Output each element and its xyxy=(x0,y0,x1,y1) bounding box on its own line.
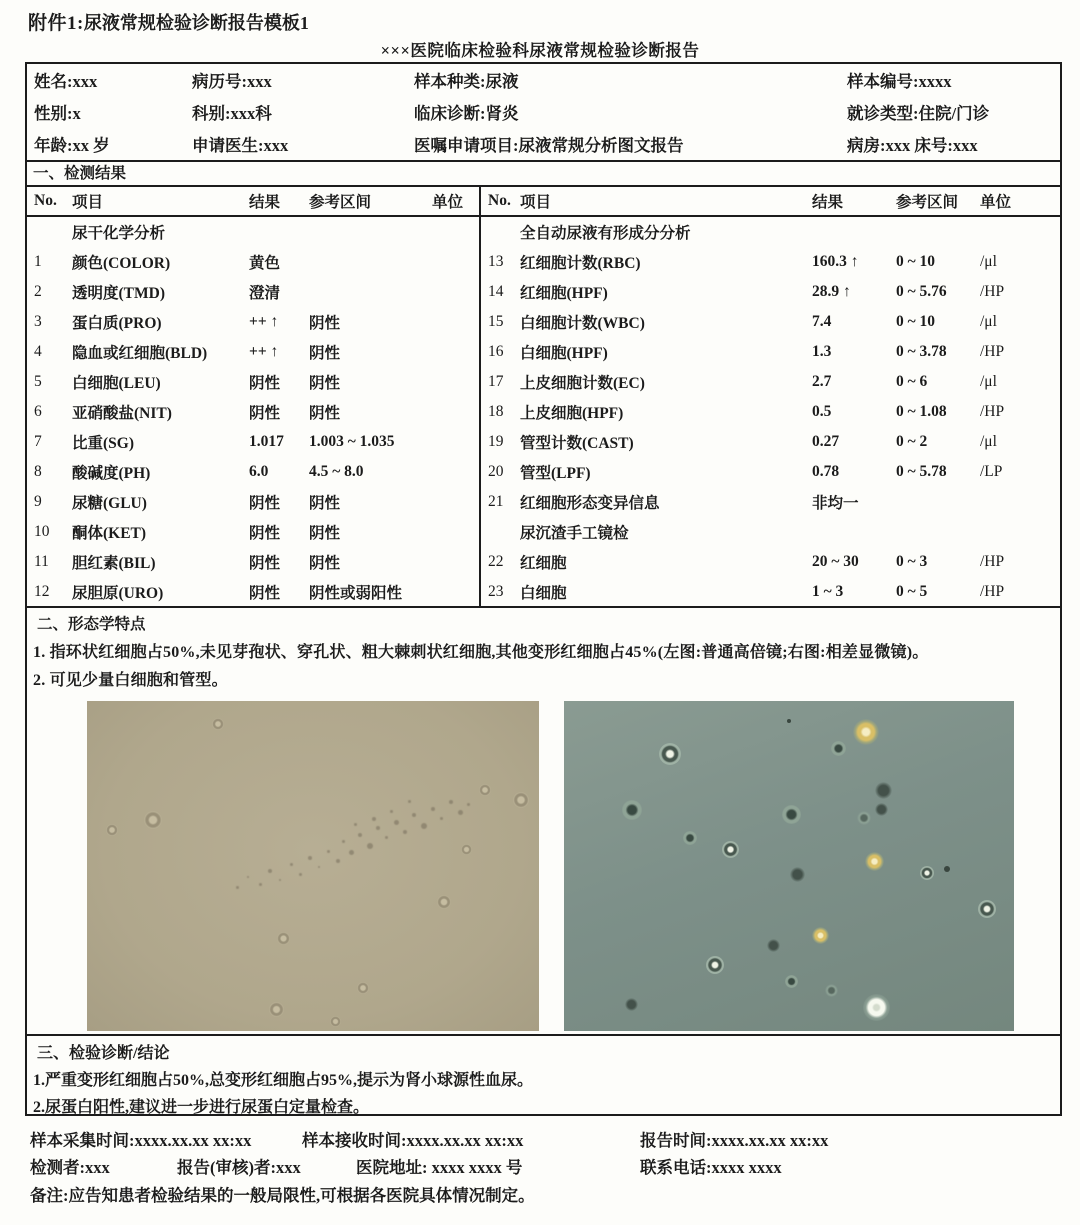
table-row xyxy=(27,577,479,607)
debris-speck xyxy=(236,886,239,889)
table-row xyxy=(27,247,479,277)
debris-speck xyxy=(394,820,399,825)
debris-speck xyxy=(431,807,435,811)
cell-marker-halo-dark xyxy=(782,805,801,824)
row-unit: /HP xyxy=(980,283,1005,300)
patient-field-r1c2: 病历号:xxx xyxy=(192,72,272,91)
table-group-row xyxy=(27,217,479,247)
row-reference: 阴性 xyxy=(309,555,341,572)
patient-field-r2c4: 就诊类型:住院/门诊 xyxy=(847,104,990,123)
row-number: 14 xyxy=(488,283,504,300)
row-number: 20 xyxy=(488,463,504,480)
row-result: 2.7 xyxy=(812,373,832,390)
column-header-3: 参考区间 xyxy=(896,194,959,211)
table-row xyxy=(481,367,1060,397)
debris-speck xyxy=(376,826,380,830)
row-number: 21 xyxy=(488,493,504,510)
row-number: 17 xyxy=(488,373,504,390)
row-number: 11 xyxy=(34,553,49,570)
row-result: 20 ~ 30 xyxy=(812,553,859,570)
row-item: 酮体(KET) xyxy=(72,525,147,542)
footer-note-line xyxy=(0,1182,1080,1204)
column-header-2: 结果 xyxy=(249,194,281,211)
row-item: 蛋白质(PRO) xyxy=(72,315,162,332)
attachment-label: 附件1: xyxy=(28,13,84,34)
cell-marker-yellow xyxy=(865,852,884,871)
row-result: 28.9 ↑ xyxy=(812,283,851,300)
row-reference: 0 ~ 1.08 xyxy=(896,403,947,420)
row-result: 0.27 xyxy=(812,433,840,450)
table-row xyxy=(27,487,479,517)
debris-speck xyxy=(279,879,281,881)
column-header-0: No. xyxy=(34,192,57,209)
table-row xyxy=(27,277,479,307)
row-number: 10 xyxy=(34,523,50,540)
row-number: 9 xyxy=(34,493,42,510)
row-item: 尿沉渣手工镜检 xyxy=(520,525,629,542)
row-reference: 阴性 xyxy=(309,375,341,392)
table-row xyxy=(481,247,1060,277)
row-number: 4 xyxy=(34,343,42,360)
debris-speck xyxy=(259,883,262,886)
row-result: 阴性 xyxy=(249,555,281,572)
debris-speck xyxy=(318,866,320,868)
cell-marker-faint xyxy=(357,982,369,994)
row-number: 3 xyxy=(34,313,42,330)
table-row xyxy=(27,307,479,337)
row-item: 尿糖(GLU) xyxy=(72,495,147,512)
column-header-0: No. xyxy=(488,192,511,209)
footer-field-0: 检测者:xxx xyxy=(30,1158,110,1177)
row-number: 6 xyxy=(34,403,42,420)
row-number: 8 xyxy=(34,463,42,480)
section-heading-morphology: 二、形态学特点 xyxy=(37,616,146,633)
cell-marker-dark xyxy=(790,867,805,882)
column-header-1: 项目 xyxy=(520,194,552,211)
row-result: 阴性 xyxy=(249,585,281,602)
cell-marker-dark xyxy=(875,782,892,799)
patient-info-table xyxy=(27,64,1060,162)
debris-speck xyxy=(327,850,330,853)
table-row xyxy=(481,577,1060,607)
morphology-line-1: 1. 指环状红细胞占50%,未见芽孢状、穿孔状、粗大棘刺状红细胞,其他变形红细胞占45%(左图:普通高倍镜;右图:相差显微镜)。 xyxy=(33,644,929,661)
row-item: 白细胞(LEU) xyxy=(72,375,161,392)
row-reference: 0 ~ 3 xyxy=(896,553,928,570)
row-reference: 阴性 xyxy=(309,405,341,422)
conclusion-line-2: 2.尿蛋白阳性,建议进一步进行尿蛋白定量检查。 xyxy=(33,1099,370,1116)
cell-marker-dot xyxy=(944,866,950,872)
section-morphology xyxy=(27,606,1060,1034)
debris-speck xyxy=(372,817,376,821)
row-reference: 4.5 ~ 8.0 xyxy=(309,463,364,480)
table-row xyxy=(27,517,479,547)
section-heading-conclusion: 三、检验诊断/结论 xyxy=(37,1045,170,1062)
row-number: 16 xyxy=(488,343,504,360)
patient-field-r3c2: 申请医生:xxx xyxy=(192,136,289,155)
row-result: 160.3 ↑ xyxy=(812,253,859,270)
cell-marker-dark xyxy=(875,803,888,816)
debris-speck xyxy=(403,830,407,834)
cell-marker-halo-dark xyxy=(831,741,846,756)
row-unit: /HP xyxy=(980,403,1005,420)
results-header-row xyxy=(27,187,479,217)
debris-speck xyxy=(268,869,272,873)
table-row xyxy=(481,307,1060,337)
row-item: 亚硝酸盐(NIT) xyxy=(72,405,172,422)
row-item: 白细胞(HPF) xyxy=(520,345,608,362)
row-item: 上皮细胞(HPF) xyxy=(520,405,624,422)
table-row xyxy=(481,337,1060,367)
table-row xyxy=(481,487,1060,517)
cell-marker-faint xyxy=(479,784,491,796)
cell-marker-dot xyxy=(787,719,791,723)
debris-speck xyxy=(342,840,345,843)
debris-speck xyxy=(440,817,443,820)
patient-field-r2c2: 科别:xxx科 xyxy=(192,104,272,123)
cell-marker-dark xyxy=(625,998,638,1011)
debris-speck xyxy=(385,836,388,839)
table-row xyxy=(27,547,479,577)
row-result: 6.0 xyxy=(249,463,269,480)
patient-field-r1c3: 样本种类:尿液 xyxy=(414,72,519,91)
patient-field-r3c3: 医嘱申请项目:尿液常规分析图文报告 xyxy=(414,136,684,155)
row-unit: /μl xyxy=(980,313,997,330)
row-unit: /μl xyxy=(980,433,997,450)
cell-marker-faint xyxy=(277,932,290,945)
patient-field-r2c1: 性别:x xyxy=(34,104,81,123)
row-number: 5 xyxy=(34,373,42,390)
cell-marker-faint xyxy=(330,1016,341,1027)
cell-marker-halo-bright xyxy=(722,841,739,858)
row-number: 7 xyxy=(34,433,42,450)
column-header-1: 项目 xyxy=(72,194,104,211)
row-reference: 0 ~ 3.78 xyxy=(896,343,947,360)
cell-marker-halo-bright xyxy=(920,866,934,880)
microscopy-image-phase-contrast xyxy=(564,701,1014,1031)
cell-marker-yellow xyxy=(853,719,879,745)
debris-speck xyxy=(367,843,373,849)
cell-marker-dim xyxy=(857,811,871,825)
row-result: ++ ↑ xyxy=(249,313,279,330)
debris-speck xyxy=(390,810,393,813)
debris-speck xyxy=(354,823,357,826)
row-item: 白细胞 xyxy=(520,585,567,602)
debris-speck xyxy=(467,803,470,806)
cell-marker-halo-bright xyxy=(706,956,724,974)
row-number: 12 xyxy=(34,583,50,600)
row-unit: /μl xyxy=(980,373,997,390)
row-item: 管型计数(CAST) xyxy=(520,435,634,452)
row-reference: 0 ~ 2 xyxy=(896,433,928,450)
row-item: 颜色(COLOR) xyxy=(72,255,171,272)
cell-marker-faint xyxy=(513,792,529,808)
row-result: 1.017 xyxy=(249,433,284,450)
row-item: 酸碱度(PH) xyxy=(72,465,151,482)
patient-field-r3c4: 病房:xxx 床号:xxx xyxy=(847,136,978,155)
footer-field-2: 报告时间:xxxx.xx.xx xx:xx xyxy=(640,1131,829,1150)
row-result: 阴性 xyxy=(249,525,281,542)
row-item: 隐血或红细胞(BLD) xyxy=(72,345,208,362)
cell-marker-dark xyxy=(767,939,780,952)
debris-speck xyxy=(458,810,463,815)
row-result: 阴性 xyxy=(249,495,281,512)
debris-speck xyxy=(408,800,411,803)
row-result: 1.3 xyxy=(812,343,832,360)
row-result: 澄清 xyxy=(249,285,281,302)
cell-marker-faint xyxy=(437,895,451,909)
results-header-row xyxy=(481,187,1060,217)
row-item: 透明度(TMD) xyxy=(72,285,165,302)
table-row xyxy=(481,457,1060,487)
debris-speck xyxy=(290,863,293,866)
table-row xyxy=(27,427,479,457)
attachment-title: 尿液常规检验诊断报告模板1 xyxy=(83,13,309,33)
debris-speck xyxy=(421,823,427,829)
cell-marker-halo-dark xyxy=(622,800,642,820)
column-header-4: 单位 xyxy=(980,194,1012,211)
cell-marker-faint xyxy=(106,824,118,836)
row-reference: 0 ~ 5.78 xyxy=(896,463,947,480)
microscopy-image-brightfield xyxy=(87,701,539,1031)
row-result: 非均一 xyxy=(812,495,859,512)
row-item: 上皮细胞计数(EC) xyxy=(520,375,645,392)
footer-field-1: 样本接收时间:xxxx.xx.xx xx:xx xyxy=(302,1131,524,1150)
row-unit: /HP xyxy=(980,343,1005,360)
table-row xyxy=(27,367,479,397)
row-result: 0.5 xyxy=(812,403,832,420)
row-result: 0.78 xyxy=(812,463,840,480)
cell-marker-faint xyxy=(212,718,224,730)
debris-speck xyxy=(336,859,340,863)
row-item: 红细胞 xyxy=(520,555,567,572)
attachment-heading xyxy=(28,8,309,35)
footer-field-0: 样本采集时间:xxxx.xx.xx xx:xx xyxy=(30,1131,252,1150)
row-number: 15 xyxy=(488,313,504,330)
section-heading-results: 一、检测结果 xyxy=(33,165,127,182)
row-number: 18 xyxy=(488,403,504,420)
footer-field-2: 医院地址: xxxx xxxx 号 xyxy=(356,1158,523,1177)
debris-speck xyxy=(299,873,302,876)
debris-speck xyxy=(412,813,416,817)
row-item: 胆红素(BIL) xyxy=(72,555,156,572)
row-unit: /HP xyxy=(980,583,1005,600)
results-table-left xyxy=(27,187,481,606)
row-item: 红细胞形态变异信息 xyxy=(520,495,660,512)
cell-marker-halo-dark xyxy=(785,975,798,988)
report-title: ×××医院临床检验科尿液常规检验诊断报告 xyxy=(380,41,700,60)
row-number: 19 xyxy=(488,433,504,450)
footer-field-1: 报告(审核)者:xxx xyxy=(177,1158,301,1177)
row-result: 阴性 xyxy=(249,375,281,392)
row-reference: 阴性 xyxy=(309,345,341,362)
footer-field-0: 备注:应告知患者检验结果的一般局限性,可根据各医院具体情况制定。 xyxy=(30,1186,535,1205)
patient-field-r3c1: 年龄:xx 岁 xyxy=(34,136,110,155)
footer-field-3: 联系电话:xxxx xxxx xyxy=(640,1158,782,1177)
row-reference: 0 ~ 10 xyxy=(896,253,936,270)
row-unit: /HP xyxy=(980,553,1005,570)
row-result: 黄色 xyxy=(249,255,281,272)
morphology-line-2: 2. 可见少量白细胞和管型。 xyxy=(33,672,228,689)
row-item: 白细胞计数(WBC) xyxy=(520,315,645,332)
conclusion-line-1: 1.严重变形红细胞占50%,总变形红细胞占95%,提示为肾小球源性血尿。 xyxy=(33,1072,534,1089)
row-result: 阴性 xyxy=(249,405,281,422)
column-header-2: 结果 xyxy=(812,194,844,211)
row-item: 尿胆原(URO) xyxy=(72,585,164,602)
footer-staff-line xyxy=(0,1154,1080,1176)
cell-marker-yellow xyxy=(812,927,829,944)
debris-speck xyxy=(308,856,312,860)
row-reference: 阴性或弱阳性 xyxy=(309,585,403,602)
table-row xyxy=(27,337,479,367)
row-number: 13 xyxy=(488,253,504,270)
table-row xyxy=(27,457,479,487)
cell-marker-faint xyxy=(269,1002,284,1017)
row-item: 比重(SG) xyxy=(72,435,135,452)
row-item: 红细胞计数(RBC) xyxy=(520,255,641,272)
row-reference: 阴性 xyxy=(309,525,341,542)
row-number: 22 xyxy=(488,553,504,570)
debris-speck xyxy=(349,850,354,855)
table-group-row xyxy=(481,217,1060,247)
section-conclusion xyxy=(27,1034,1060,1114)
patient-field-r1c4: 样本编号:xxxx xyxy=(847,72,952,91)
row-reference: 1.003 ~ 1.035 xyxy=(309,433,395,450)
report-body-frame xyxy=(25,62,1062,1116)
patient-field-r2c3: 临床诊断:肾炎 xyxy=(414,104,519,123)
table-row xyxy=(481,397,1060,427)
cell-marker-halo-bright xyxy=(978,900,996,918)
debris-speck xyxy=(449,800,453,804)
cell-marker-halo-dark xyxy=(683,831,697,845)
footer-times-line xyxy=(0,1127,1080,1149)
column-header-4: 单位 xyxy=(432,194,464,211)
row-result: 7.4 xyxy=(812,313,832,330)
table-row xyxy=(27,397,479,427)
cell-marker-halo-bright xyxy=(659,743,681,765)
cell-marker-dim xyxy=(825,984,838,997)
row-reference: 0 ~ 10 xyxy=(896,313,936,330)
row-item: 管型(LPF) xyxy=(520,465,591,482)
cell-marker-faint xyxy=(461,844,472,855)
table-group-row xyxy=(481,517,1060,547)
cell-marker-bigwhite xyxy=(863,994,890,1021)
debris-speck xyxy=(247,876,249,878)
table-row xyxy=(481,427,1060,457)
row-result: ++ ↑ xyxy=(249,343,279,360)
row-unit: /LP xyxy=(980,463,1003,480)
patient-field-r1c1: 姓名:xxx xyxy=(34,72,98,91)
row-number: 2 xyxy=(34,283,42,300)
row-reference: 阴性 xyxy=(309,495,341,512)
row-item: 全自动尿液有形成分分析 xyxy=(520,225,691,242)
results-table-right xyxy=(481,187,1060,606)
row-reference: 阴性 xyxy=(309,315,341,332)
row-result: 1 ~ 3 xyxy=(812,583,844,600)
table-row xyxy=(481,547,1060,577)
cell-marker-faint xyxy=(144,811,162,829)
results-tables xyxy=(27,185,1060,606)
table-row xyxy=(481,277,1060,307)
row-reference: 0 ~ 5 xyxy=(896,583,928,600)
row-unit: /μl xyxy=(980,253,997,270)
row-item: 红细胞(HPF) xyxy=(520,285,608,302)
row-reference: 0 ~ 6 xyxy=(896,373,928,390)
row-item: 尿干化学分析 xyxy=(72,225,166,242)
row-number: 1 xyxy=(34,253,42,270)
column-header-3: 参考区间 xyxy=(309,194,372,211)
row-number: 23 xyxy=(488,583,504,600)
debris-speck xyxy=(358,833,362,837)
row-reference: 0 ~ 5.76 xyxy=(896,283,947,300)
